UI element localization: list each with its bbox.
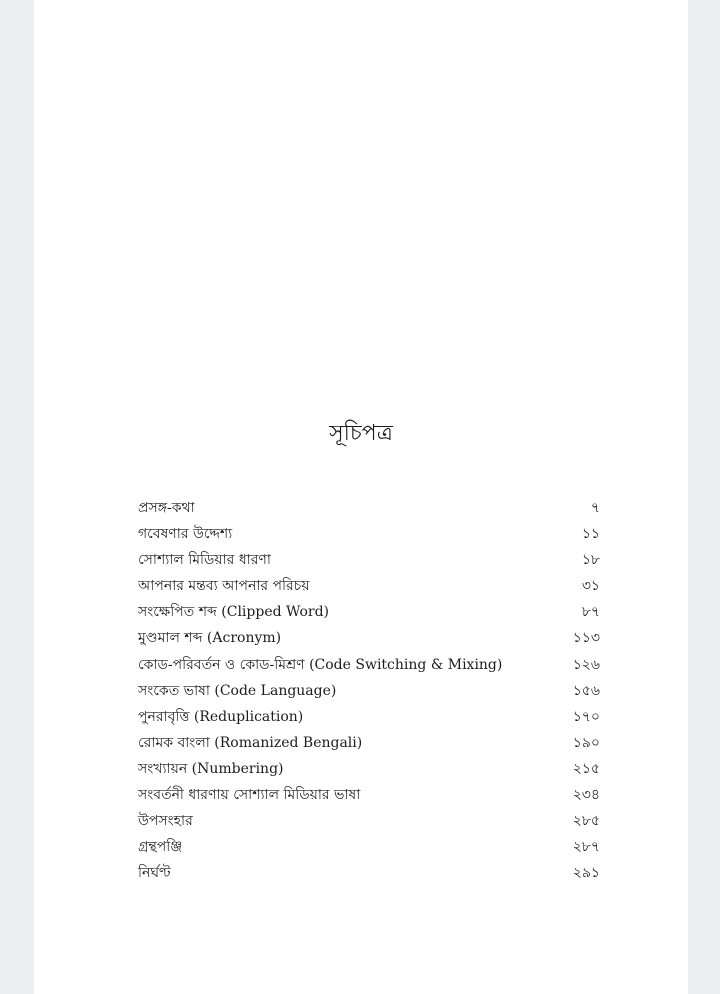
toc-entry (138, 864, 600, 890)
toc-entry-page: ৭ (590, 500, 600, 516)
toc-entry-label: নির্ঘণ্ট (138, 865, 171, 882)
toc-entry-label: গ্রন্থপঞ্জি (138, 839, 183, 856)
toc-entry-page: ১২৬ (572, 656, 600, 673)
toc-entry-page: ৮৭ (581, 604, 600, 621)
toc-entry-page: ১১ (581, 526, 600, 543)
toc-entry (138, 525, 600, 551)
toc-entry-label: মুণ্ডমাল শব্দ (Acronym) (138, 630, 282, 647)
toc-list (138, 499, 600, 890)
toc-entry-page: ১৭০ (572, 708, 600, 725)
toc-entry-label: উপসংহার (138, 813, 193, 830)
toc-entry (138, 734, 600, 760)
toc-entry-label: সোশ্যাল মিডিয়ার ধারণা (138, 552, 271, 569)
toc-entry-label: আপনার মন্তব্য আপনার পরিচয় (138, 578, 310, 595)
toc-entry (138, 499, 600, 525)
toc-title: সূচিপত্র (329, 421, 393, 446)
toc-entry (138, 812, 600, 838)
toc-entry-page: ১৫৬ (572, 682, 600, 699)
toc-entry-page: ১১৩ (572, 630, 600, 647)
toc-entry-page: ২১৫ (572, 760, 600, 777)
toc-entry (138, 760, 600, 786)
toc-entry (138, 682, 600, 708)
toc-entry-label: সংকেত ভাষা (Code Language) (138, 682, 337, 699)
toc-entry-page: ২৩৪ (572, 787, 600, 804)
toc-entry-label: প্রসঙ্গ-কথা (138, 500, 195, 516)
toc-entry (138, 551, 600, 577)
toc-entry-page: ২৮৫ (572, 813, 600, 830)
toc-entry-label: সংখ্যায়ন (Numbering) (138, 760, 284, 777)
toc-entry-label: সংক্ষেপিত শব্দ (Clipped Word) (138, 604, 330, 621)
toc-entry (138, 577, 600, 603)
toc-entry-label: কোড-পরিবর্তন ও কোড-মিশ্রণ (Code Switching & Mixing) (138, 656, 503, 673)
toc-entry-page: ২৮৭ (572, 839, 600, 856)
toc-entry (138, 656, 600, 682)
toc-entry (138, 786, 600, 812)
toc-entry (138, 629, 600, 655)
toc-entry-page: ২৯১ (572, 865, 600, 882)
toc-entry-label: রোমক বাংলা (Romanized Bengali) (138, 734, 363, 751)
toc-entry-label: গবেষণার উদ্দেশ্য (138, 526, 233, 543)
toc-entry (138, 838, 600, 864)
toc-entry-label: পুনরাবৃত্তি (Reduplication) (138, 708, 304, 725)
toc-entry-page: ১৮ (581, 552, 600, 569)
toc-entry (138, 603, 600, 629)
book-page (34, 0, 688, 994)
toc-entry (138, 708, 600, 734)
toc-entry-page: ১৯০ (572, 734, 600, 751)
toc-entry-page: ৩১ (581, 578, 600, 595)
toc-entry-label: সংবর্তনী ধারণায় সোশ্যাল মিডিয়ার ভাষা (138, 787, 361, 804)
